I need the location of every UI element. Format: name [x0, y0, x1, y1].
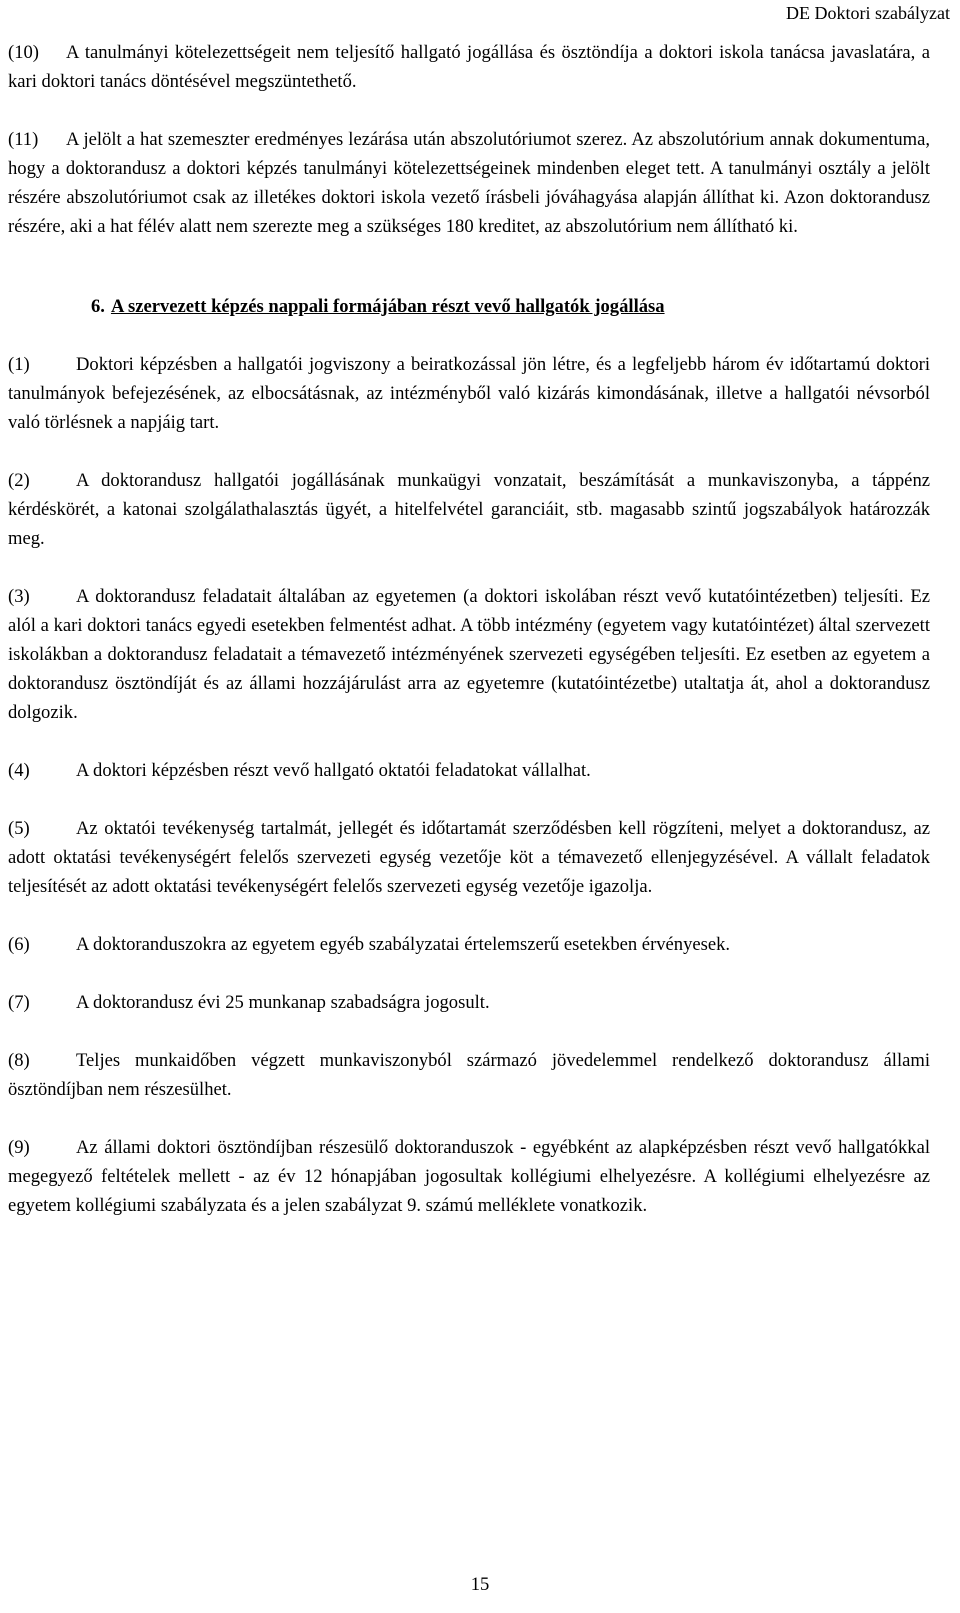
paragraph-text: A doktoranduszokra az egyetem egyéb szabályzatai értelemszerű esetekben érvényesek. [76, 934, 731, 955]
section-title: A szervezett képzés nappali formájában részt vevő hallgatók jogállása [110, 296, 665, 317]
paragraph-text: A doktorandusz feladatait általában az egyetemen (a doktori iskolában részt vevő kutatóintézetben) teljesíti. Ez alól a kari doktori tanács egyedi esetekben felmentést adhat. A több intézmény (egyetem vagy kutatóintézet) által szervezett iskolákban a doktorandusz feladatait a témavezető intézményének szervezeti egységében teljesíti. Ez esetben az egyetem a doktorandusz ösztöndíját és az állami hozzájárulást arra az egyetemre (kutatóintézetbe) utaltatja át, ahol a doktorandusz dolgozik. [8, 586, 930, 723]
paragraph-number: (1) [8, 354, 30, 375]
section-paragraph-3 [8, 582, 930, 727]
paragraph-number: (5) [8, 818, 30, 839]
paragraph-number: (6) [8, 934, 30, 955]
paragraph-text: Az oktatói tevékenység tartalmát, jellegét és időtartamát szerződésben kell rögzíteni, melyet a doktorandusz, az adott oktatási tevékenységért felelős szervezeti egység vezetője köt a témavezető ellenjegyzésével. A vállalt feladatok teljesítését az adott oktatási tevékenységért felelős szervezeti egység vezetője igazolja. [8, 818, 930, 897]
paragraph-text: A doktori képzésben részt vevő hallgató oktatói feladatokat vállalhat. [76, 760, 591, 781]
paragraph-10 [8, 38, 930, 96]
section-paragraph-7 [8, 988, 930, 1017]
section-paragraph-9 [8, 1133, 930, 1220]
section-heading [8, 292, 930, 321]
section-paragraph-5 [8, 814, 930, 901]
paragraph-number: (4) [8, 760, 30, 781]
paragraph-text: Az állami doktori ösztöndíjban részesülő doktoranduszok - egyébként az alapképzésben részt vevő hallgatókkal megegyező feltételek mellett - az év 12 hónapjában jogosultak kollégiumi elhelyezésre. A kollégiumi elhelyezésre az egyetem kollégiumi szabályzata és a jelen szabályzat 9. számú melléklete vonatkozik. [8, 1137, 930, 1216]
paragraph-text: A doktorandusz hallgatói jogállásának munkaügyi vonzatait, beszámítását a munkaviszonyba, a táppénz kérdéskörét, a katonai szolgálathalasztás ügyét, a hitelfelvétel garanciáit, stb. magasabb szintű jogszabályok határozzák meg. [8, 470, 930, 549]
paragraph-text: A jelölt a hat szemeszter eredményes lezárása után abszolutóriumot szerez. Az abszolutórium annak dokumentuma, hogy a doktorandusz a doktori képzés tanulmányi kötelezettségeinek mindenben eleget tett. A tanulmányi osztály a jelölt részére abszolutóriumot csak az illetékes doktori iskola vezető írásbeli jóváhagyása alapján állíthat ki. Azon doktorandusz részére, aki a hat félév alatt nem szerezte meg a szükséges 180 kreditet, az abszolutórium nem állítható ki. [8, 129, 930, 237]
section-number: 6. [91, 296, 105, 317]
paragraph-number: (11) [8, 129, 39, 150]
section-paragraph-1 [8, 350, 930, 437]
section-paragraph-8 [8, 1046, 930, 1104]
paragraph-number: (3) [8, 586, 30, 607]
paragraph-11 [8, 125, 930, 241]
paragraph-number: (8) [8, 1050, 30, 1071]
section-paragraph-2 [8, 466, 930, 553]
paragraph-number: (2) [8, 470, 30, 491]
paragraph-number: (7) [8, 992, 30, 1013]
paragraph-text: A doktorandusz évi 25 munkanap szabadságra jogosult. [76, 992, 490, 1013]
section-paragraph-6 [8, 930, 930, 959]
page-number: 15 [470, 1574, 490, 1595]
paragraph-number: (10) [8, 42, 39, 63]
running-header: DE Doktori szabályzat [786, 3, 950, 23]
paragraph-text: Doktori képzésben a hallgatói jogviszony a beiratkozással jön létre, és a legfeljebb három év időtartamú doktori tanulmányok befejezésének, az elbocsátásnak, az intézményből való kizárás kimondásának, illetve a hallgatói névsorból való törlésnek a napjáig tart. [8, 354, 930, 433]
paragraph-text: Teljes munkaidőben végzett munkaviszonyból származó jövedelemmel rendelkező doktorandusz állami ösztöndíjban nem részesülhet. [8, 1050, 930, 1100]
paragraph-number: (9) [8, 1137, 30, 1158]
section-paragraph-4 [8, 756, 930, 785]
paragraph-text: A tanulmányi kötelezettségeit nem teljesítő hallgató jogállása és ösztöndíja a doktori iskola tanácsa javaslatára, a kari doktori tanács döntésével megszüntethető. [8, 42, 930, 92]
page-content [8, 38, 930, 1220]
